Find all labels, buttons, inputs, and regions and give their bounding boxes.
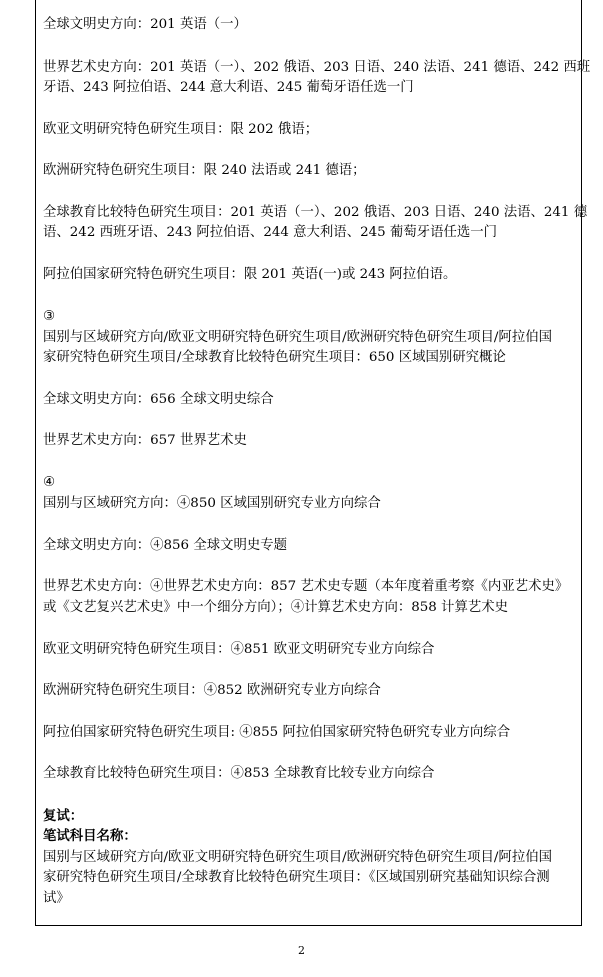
text-line: 全球教育比较特色研究生项目：201 英语（一）、202 俄语、203 日语、240 法语、241 德 xyxy=(43,205,588,220)
text-line: 阿拉伯国家研究特色研究生项目: ④855 阿拉伯国家研究特色研究专业方向综合 xyxy=(43,725,511,740)
page-number: 2 xyxy=(298,944,305,957)
section-heading: 复试： xyxy=(43,808,84,824)
text-line: 阿拉伯国家研究特色研究生项目：限 201 英语(一)或 243 阿拉伯语。 xyxy=(43,267,457,282)
text-line: 或《文艺复兴艺术史》中一个细分方向）；④计算艺术史方向：858 计算艺术史 xyxy=(43,600,509,615)
text-line: 全球文明史方向：201 英语（一） xyxy=(43,17,247,32)
text-line: 国别与区域研究方向/欧亚文明研究特色研究生项目/欧洲研究特色研究生项目/阿拉伯国 xyxy=(43,330,552,345)
text-line: 牙语、243 阿拉伯语、244 意大利语、245 葡萄牙语任选一门 xyxy=(43,80,414,95)
section-heading: 笔试科目名称： xyxy=(43,828,137,844)
text-line: 世界艺术史方向：657 世界艺术史 xyxy=(43,433,247,448)
section-marker: ③ xyxy=(43,309,56,324)
text-line: 国别与区域研究方向/欧亚文明研究特色研究生项目/欧洲研究特色研究生项目/阿拉伯国 xyxy=(43,850,552,865)
text-line: 欧亚文明研究特色研究生项目：④851 欧亚文明研究专业方向综合 xyxy=(43,642,435,657)
text-line: 家研究特色研究生项目/全球教育比较特色研究生项目：650 区域国别研究概论 xyxy=(43,350,506,365)
text-line: 国别与区域研究方向：④850 区域国别研究专业方向综合 xyxy=(43,496,381,511)
text-line: 家研究特色研究生项目/全球教育比较特色研究生项目：《区域国别研究基础知识综合测 xyxy=(43,870,550,885)
text-line: 试》 xyxy=(43,891,70,906)
text-line: 欧洲研究特色研究生项目：限 240 法语或 241 德语； xyxy=(43,163,366,178)
text-line: 全球教育比较特色研究生项目：④853 全球教育比较专业方向综合 xyxy=(43,766,435,781)
text-line: 语、242 西班牙语、243 阿拉伯语、244 意大利语、245 葡萄牙语任选一门 xyxy=(43,225,498,240)
text-line: 欧亚文明研究特色研究生项目：限 202 俄语； xyxy=(43,122,319,137)
text-line: 欧洲研究特色研究生项目：④852 欧洲研究专业方向综合 xyxy=(43,683,381,698)
section-marker: ④ xyxy=(43,475,56,490)
text-line: 全球文明史方向：④856 全球文明史专题 xyxy=(43,538,288,553)
text-line: 世界艺术史方向：201 英语（一）、202 俄语、203 日语、240 法语、241 德语、242 西班 xyxy=(43,60,591,75)
text-line: 全球文明史方向：656 全球文明史综合 xyxy=(43,392,274,407)
text-line: 世界艺术史方向：④世界艺术史方向：857 艺术史专题（本年度着重考察《内亚艺术史》 xyxy=(43,579,569,594)
